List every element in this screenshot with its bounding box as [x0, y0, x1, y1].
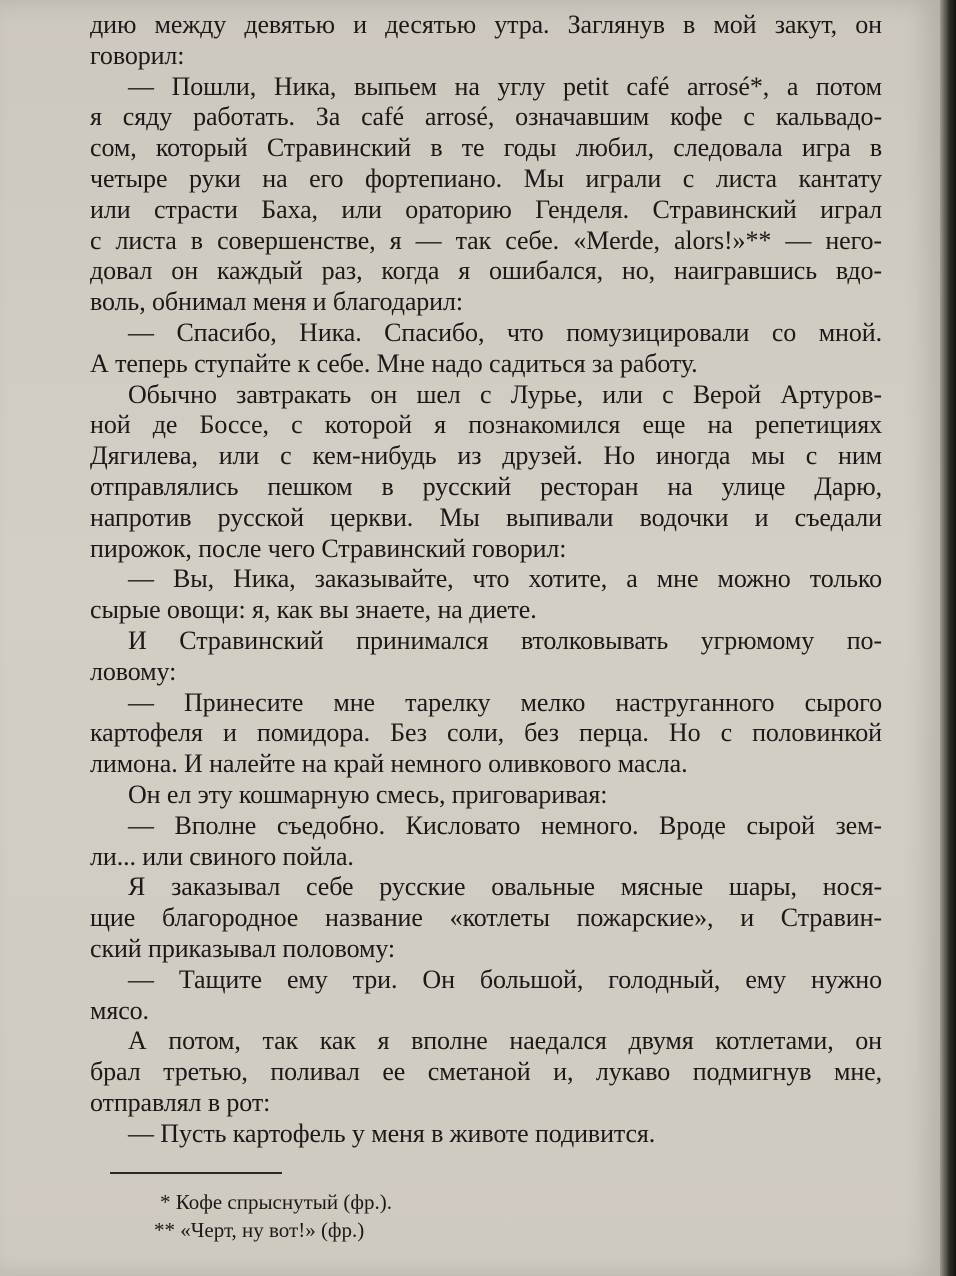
text-line: с листа в совершенстве, я — так себе. «Merde, alors!»** — него- [90, 225, 882, 255]
text-line: — Пусть картофель у меня в животе подивится. [128, 1118, 656, 1148]
text-line: отправлялись пешком в русский ресторан на улице Дарю, [90, 471, 882, 501]
text-line: А теперь ступайте к себе. Мне надо садиться за работу. [90, 348, 698, 378]
footnote-divider [110, 1172, 282, 1174]
footnote-1: * Кофе спрыснутый (фр.). [160, 1190, 392, 1214]
text-line: пирожок, после чего Стравинский говорил: [90, 533, 567, 563]
text-line: четыре руки на его фортепиано. Мы играли с листа кантату [90, 163, 882, 193]
text-line: отправлял в рот: [90, 1087, 271, 1117]
text-line: сом, который Стравинский в те годы любил, следовала игра в [90, 133, 882, 163]
text-line: мясо. [90, 995, 149, 1025]
body-text [90, 10, 882, 1149]
text-line: Обычно завтракать он шел с Лурье, или с Верой Артуров- [128, 379, 882, 409]
text-line: ловому: [90, 656, 177, 686]
text-line: довал он каждый раз, когда я ошибался, но, наигравшись вдо- [90, 256, 882, 286]
text-line: — Тащите ему три. Он большой, голодный, ему нужно [128, 964, 882, 994]
text-line: Дягилева, или с кем-нибудь из друзей. Но иногда мы с ним [90, 441, 882, 471]
text-line: я сяду работать. За café arrosé, означавшим кофе с кальвадо- [90, 102, 882, 132]
text-line: дию между девятью и десятью утра. Заглянув в мой закут, он [90, 10, 882, 39]
text-line: — Принесите мне тарелку мелко наструганного сырого [128, 687, 882, 717]
footnotes [154, 1188, 392, 1244]
text-line: ной де Боссе, с которой я познакомился еще на репетициях [90, 410, 882, 440]
text-line: картофеля и помидора. Без соли, без перца. Но с половинкой [90, 718, 882, 748]
text-line: лимона. И налейте на край немного оливкового масла. [90, 749, 688, 779]
text-line: или страсти Баха, или ораторию Генделя. Стравинский играл [90, 194, 882, 224]
text-line: И Стравинский принимался втолковывать угрюмому по- [128, 625, 882, 655]
text-line: Он ел эту кошмарную смесь, приговаривая: [128, 779, 608, 809]
text-line: брал третью, поливал ее сметаной и, лукаво подмигнув мне, [90, 1057, 882, 1087]
text-line: — Вполне съедобно. Кисловато немного. Вроде сырой зем- [128, 810, 882, 840]
text-line: — Вы, Ника, заказывайте, что хотите, а мне можно только [128, 564, 882, 594]
text-line: А потом, так как я вполне наедался двумя котлетами, он [128, 1026, 882, 1056]
text-line: Я заказывал себе русские овальные мясные шары, нося- [128, 872, 882, 902]
text-line: говорил: [90, 40, 185, 70]
page-edge-shadow [940, 0, 956, 1276]
text-line: ли... или свиного пойла. [90, 841, 354, 871]
text-line: щие благородное название «котлеты пожарские», и Стравин- [90, 903, 882, 933]
text-line: напротив русской церкви. Мы выпивали водочки и съедали [90, 502, 882, 532]
text-line: — Пошли, Ника, выпьем на углу petit café arrosé*, а потом [128, 71, 882, 101]
text-line: воль, обнимал меня и благодарил: [90, 287, 463, 317]
footnote-2: ** «Черт, ну вот!» (фр.) [154, 1218, 365, 1242]
text-line: ский приказывал половому: [90, 933, 396, 963]
text-line: — Спасибо, Ника. Спасибо, что помузицировали со мной. [128, 317, 882, 347]
text-line: сырые овощи: я, как вы знаете, на диете. [90, 595, 537, 625]
